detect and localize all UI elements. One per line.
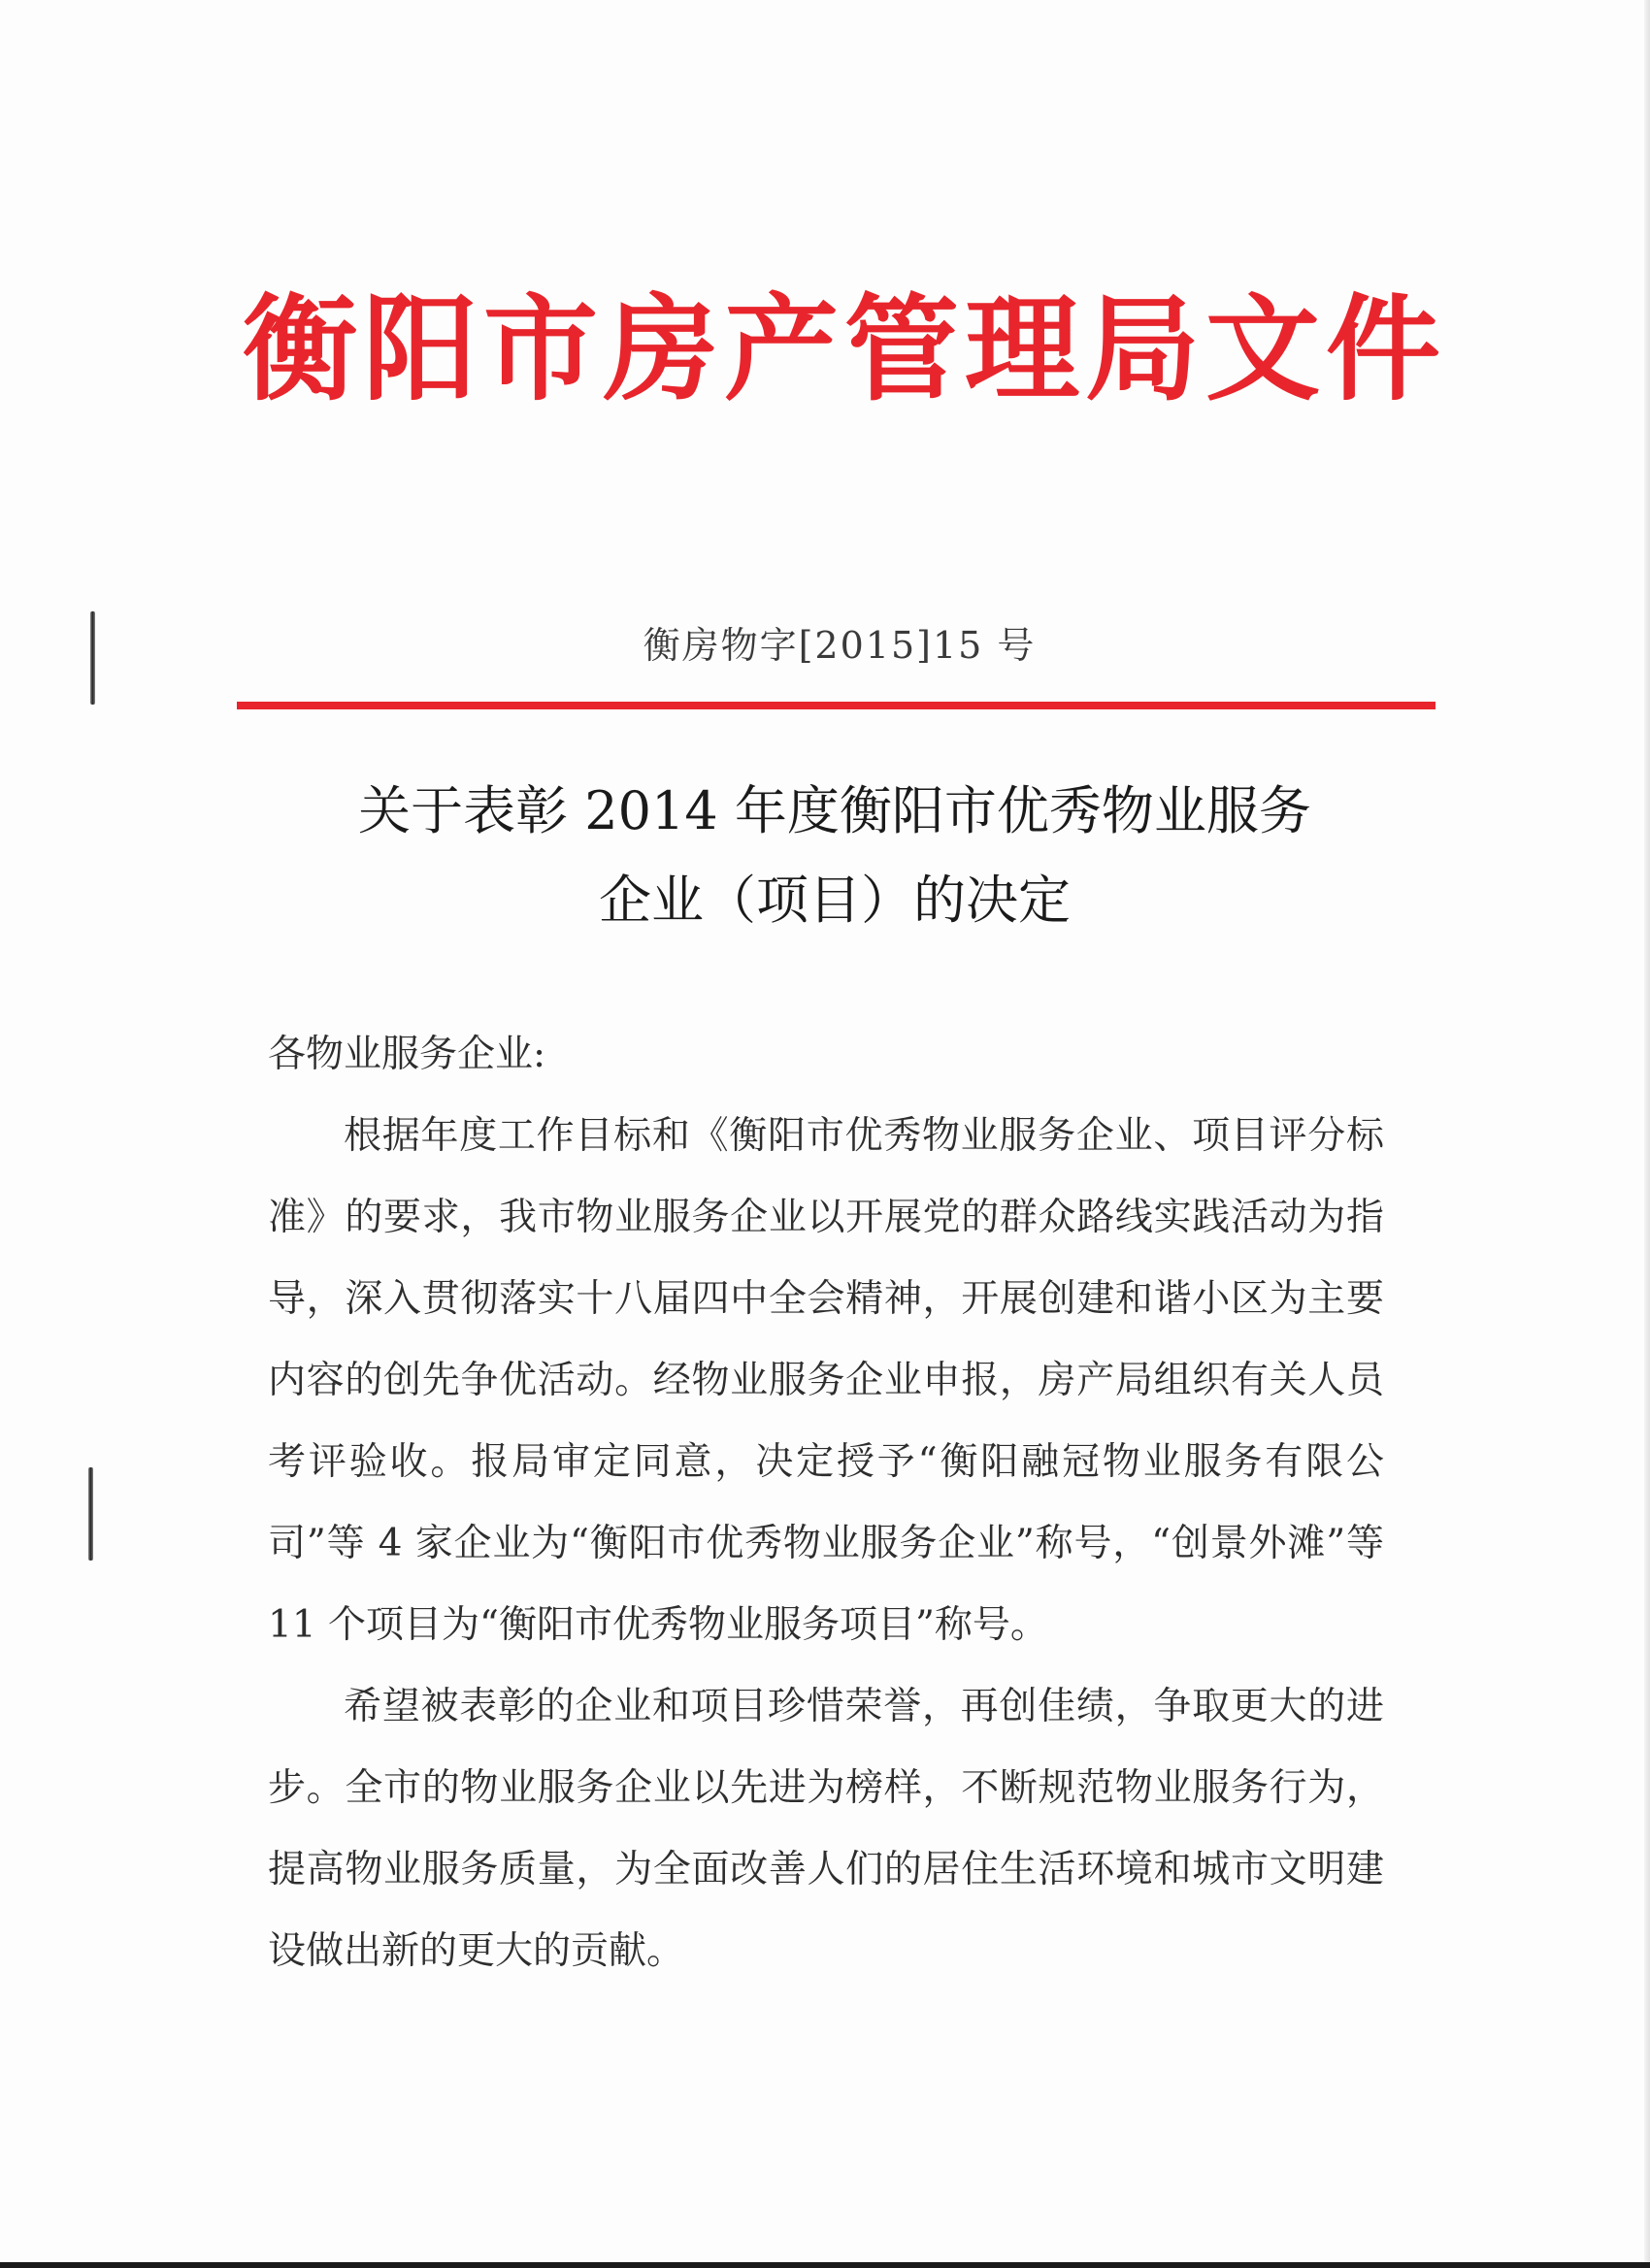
body-paragraph-2: 希望被表彰的企业和项目珍惜荣誉，再创佳绩，争取更大的进步。全市的物业服务企业以先进为榜样，不断规范物业服务行为，提高物业服务质量，为全面改善人们的居住生活环境和城市文明建设做出新的更大的贡献。 [268,1685,1384,1973]
document-number: 衡房物字[2015]15 号 [643,624,1037,667]
document-title [243,767,1427,945]
body-paragraph-1: 根据年度工作目标和《衡阳市优秀物业服务企业、项目评分标准》的要求，我市物业服务企业以开展党的群众路线实践活动为指导，深入贯彻落实十八届四中全会精神，开展创建和谐小区为主要内容的创先争优活动。经物业服务企业申报，房产局组织有关人员考评验收。报局审定同意，决定授予“衡阳融冠物业服务有限公司”等 4 家企业为“衡阳市优秀物业服务企业”称号，“创景外滩”等 11 个项目为“衡阳市优秀物业服务项目”称号。 [268,1114,1384,1647]
staple-mark-bottom [88,1467,93,1561]
document-body [268,1014,1384,1992]
paper-edge-bottom [0,2262,1650,2268]
red-separator-line [237,702,1436,709]
staple-mark-top [90,611,95,705]
document-title-line-1: 关于表彰 2014 年度衡阳市优秀物业服务 [358,780,1311,841]
issuing-authority-header: 衡阳市房产管理局文件 [243,281,1447,416]
paper-edge-right [1644,0,1650,2268]
document-title-line-2: 企业（项目）的决定 [599,870,1071,931]
salutation: 各物业服务企业: [268,1033,546,1076]
